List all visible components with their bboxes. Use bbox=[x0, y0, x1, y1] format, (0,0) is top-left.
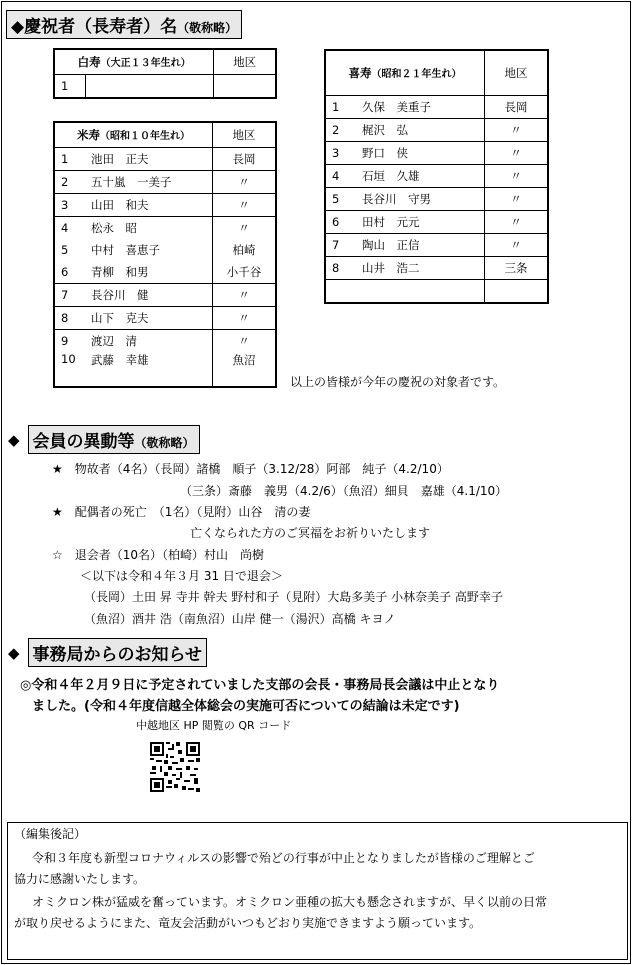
table-row-area bbox=[485, 280, 549, 304]
beiju-header: 米寿（昭和１０年生れ） bbox=[54, 122, 213, 148]
section-celebrants-header bbox=[6, 10, 242, 39]
table-row-num: 8 bbox=[325, 257, 356, 280]
table-row-name: 池田 正夫 bbox=[85, 148, 213, 171]
editor-note-line: 令和３年度も新型コロナウィルスの影響で殆どの行事が中止となりましたが皆様のご理解とご bbox=[32, 851, 535, 865]
editor-note-box bbox=[7, 822, 628, 960]
section-title: 会員の異動等 bbox=[32, 432, 135, 452]
editor-note-title: （編集後記） bbox=[14, 827, 87, 841]
table-row-num: 6 bbox=[325, 211, 356, 234]
table-row-name: 武藤 幸雄 bbox=[85, 352, 213, 387]
beiju-area-header: 地区 bbox=[213, 122, 277, 148]
table-row-num: 7 bbox=[325, 234, 356, 257]
table-row-name: 山田 和夫 bbox=[85, 194, 213, 217]
editor-note-line: が取り戻せるようにまた、竜友会活動がいつもどおり実施できますよう願っています。 bbox=[14, 916, 482, 930]
changes-line: ★ 配偶者の死亡 （1名）（見附）山谷 清の妻 bbox=[52, 505, 311, 519]
table-row-num: 2 bbox=[54, 171, 85, 194]
celebrants-note: 以上の皆様が今年の慶祝の対象者です。 bbox=[290, 375, 506, 389]
table-row-area: 長岡 bbox=[213, 148, 277, 171]
table-row-name: 陶山 正信 bbox=[356, 234, 485, 257]
table-row-num: 2 bbox=[325, 119, 356, 142]
notice-line: ました。(令和４年度信越全体総会の実施可否についての結論は未定です) bbox=[32, 699, 460, 714]
table-row-name bbox=[85, 75, 214, 99]
section-title-box bbox=[28, 638, 208, 667]
changes-line: 亡くなられた方のご冥福をお祈りいたします bbox=[190, 526, 431, 540]
beiju-table bbox=[53, 121, 277, 388]
table-row-name: 山下 克夫 bbox=[85, 307, 213, 330]
table-row-name: 長谷川 健 bbox=[85, 284, 213, 307]
table-row-name: 長谷川 守男 bbox=[356, 188, 485, 211]
table-row-area: 〃 bbox=[213, 194, 277, 217]
table-row-area bbox=[214, 75, 276, 99]
section-changes-header bbox=[8, 425, 200, 454]
table-row-area: 〃 bbox=[485, 142, 549, 165]
table-row-name: 田村 元元 bbox=[356, 211, 485, 234]
changes-line: （三条）斎藤 義男（4.2/6）（魚沼）細貝 嘉雄（4.1/10） bbox=[180, 484, 508, 498]
changes-line: ★ 物故者（4名）（長岡）諸橋 順子（3.12/28）阿部 純子（4.2/10） bbox=[52, 462, 449, 476]
section-note: （敬称略） bbox=[177, 21, 238, 35]
section-notice-header bbox=[8, 638, 207, 667]
section-mark: ◆ bbox=[8, 430, 20, 449]
table-row-area: 〃 bbox=[213, 171, 277, 194]
table-row-num: 3 bbox=[54, 194, 85, 217]
table-row-num: 3 bbox=[325, 142, 356, 165]
table-row-area: 〃 bbox=[213, 284, 277, 307]
changes-line: （魚沼）酒井 浩（南魚沼）山岸 健一（湯沢）高橋 キヨノ bbox=[84, 612, 396, 626]
kiju-header: 喜寿（昭和２１年生れ） bbox=[325, 50, 485, 96]
table-row-name: 中村 喜恵子 bbox=[85, 239, 213, 261]
table-row-num: 6 bbox=[54, 261, 85, 284]
section-note: （敬称略） bbox=[134, 436, 195, 450]
section-title: 事務局からのお知らせ bbox=[32, 645, 203, 665]
table-row-name: 松永 昭 bbox=[85, 217, 213, 240]
table-row-area: 〃 bbox=[485, 119, 549, 142]
table-row-area: 〃 bbox=[485, 165, 549, 188]
table-row-area: 〃 bbox=[485, 211, 549, 234]
table-row-area: 〃 bbox=[485, 188, 549, 211]
table-row-num: 5 bbox=[54, 239, 85, 261]
table-row-num: 1 bbox=[54, 148, 85, 171]
changes-line: （長岡）土田 昇 寺井 幹夫 野村和子（見附）大島多美子 小林奈美子 高野幸子 bbox=[84, 590, 503, 604]
editor-note-line: 協力に感謝いたします。 bbox=[14, 872, 146, 886]
table-row-area: 魚沼 bbox=[213, 352, 277, 387]
table-row-area: 長岡 bbox=[485, 96, 549, 119]
section-title-box bbox=[6, 10, 242, 39]
qr-code-icon[interactable] bbox=[150, 742, 200, 792]
table-row-name: 山井 浩二 bbox=[356, 257, 485, 280]
table-row-name: 梶沢 弘 bbox=[356, 119, 485, 142]
notice-line: ◎令和４年２月９日に予定されていました支部の会長・事務局長会議は中止となり bbox=[20, 678, 500, 693]
table-row-area: 柏崎 bbox=[213, 239, 277, 261]
table-row-name bbox=[356, 280, 485, 304]
hakuju-header: 白寿（大正１３年生れ） bbox=[54, 49, 214, 75]
section-title: 慶祝者（長寿者）名 bbox=[24, 17, 178, 37]
table-row-name: 石垣 久雄 bbox=[356, 165, 485, 188]
qr-label: 中越地区 HP 閲覧の QR コード bbox=[136, 719, 292, 732]
table-row-num: 10 bbox=[54, 352, 85, 387]
table-row-num: 9 bbox=[54, 330, 85, 353]
kiju-table bbox=[324, 49, 549, 304]
table-row-area: 〃 bbox=[213, 330, 277, 353]
table-row-area: 三条 bbox=[485, 257, 549, 280]
table-row-name: 青柳 和男 bbox=[85, 261, 213, 284]
table-row-area: 〃 bbox=[213, 307, 277, 330]
section-mark: ◆ bbox=[11, 17, 25, 37]
section-title-box bbox=[28, 425, 200, 454]
table-row-name: 渡辺 清 bbox=[85, 330, 213, 353]
editor-note-line: オミクロン株が猛威を奮っています。オミクロン亜種の拡大も懸念されますが、早く以前の日常 bbox=[32, 895, 548, 909]
table-row-name: 五十嵐 一美子 bbox=[85, 171, 213, 194]
table-row-num: 7 bbox=[54, 284, 85, 307]
table-row-num: 1 bbox=[325, 96, 356, 119]
table-row-num: 4 bbox=[54, 217, 85, 240]
table-row-num: 8 bbox=[54, 307, 85, 330]
changes-line: ＜以下は令和４年３月 31 日で退会＞ bbox=[80, 569, 283, 583]
table-row-num: 4 bbox=[325, 165, 356, 188]
table-row-name: 野口 侠 bbox=[356, 142, 485, 165]
kiju-area-header: 地区 bbox=[485, 50, 549, 96]
hakuju-area-header: 地区 bbox=[214, 49, 276, 75]
table-row-area: 〃 bbox=[485, 234, 549, 257]
section-mark: ◆ bbox=[8, 643, 20, 662]
table-row-area: 〃 bbox=[213, 217, 277, 240]
changes-line: ☆ 退会者（10名）（柏崎）村山 尚樹 bbox=[52, 548, 265, 562]
hakuju-table bbox=[53, 48, 277, 99]
table-row-area: 小千谷 bbox=[213, 261, 277, 284]
table-row-num: 1 bbox=[54, 75, 85, 99]
table-row-num: 5 bbox=[325, 188, 356, 211]
table-row-name: 久保 美重子 bbox=[356, 96, 485, 119]
table-row-num bbox=[325, 280, 356, 304]
